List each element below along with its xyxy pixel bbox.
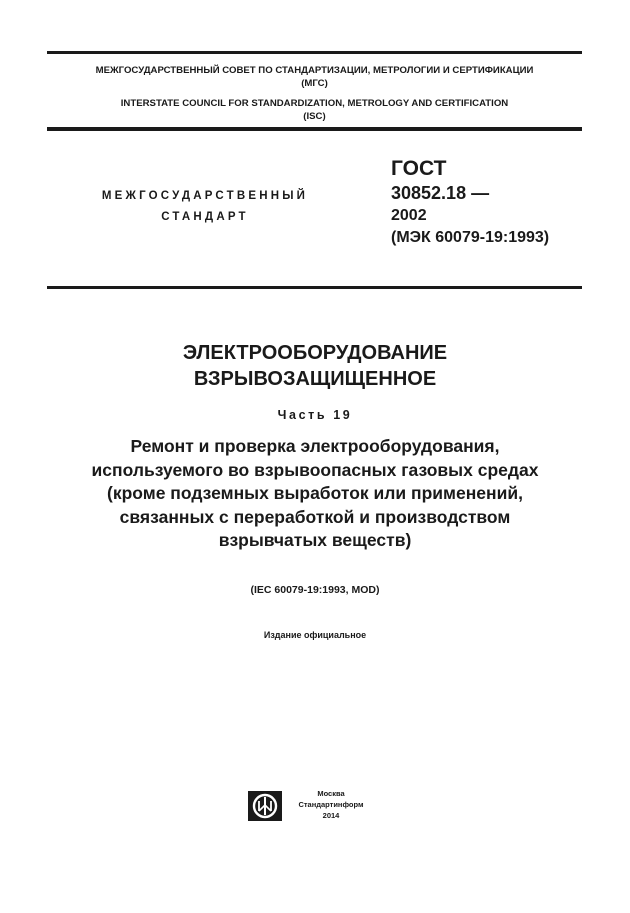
title-line2: ВЗРЫВОЗАЩИЩЕННОЕ: [193, 368, 437, 390]
title-rule: [47, 286, 582, 289]
council-abbr-en: (ISC): [303, 111, 326, 122]
iec-equivalent: (IEC 60079-19:1993, MOD): [250, 584, 380, 596]
designation-year: 2002: [391, 207, 427, 224]
subtitle-line: связанных с переработкой и производством: [119, 506, 511, 527]
council-name-en-text: INTERSTATE COUNCIL FOR STANDARDIZATION, METROLOGY AND CERTIFICATION: [120, 98, 509, 109]
subtitle-line: используемого во взрывоопасных газовых средах: [91, 459, 539, 480]
header-rule: [47, 127, 582, 131]
designation-iec-ref: (МЭК 60079-19:1993): [391, 229, 550, 246]
council-name-ru-text: МЕЖГОСУДАРСТВЕННЫЙ СОВЕТ ПО СТАНДАРТИЗАЦИИ, МЕТРОЛОГИИ И СЕРТИФИКАЦИИ: [95, 65, 534, 76]
part-label: Часть 19: [277, 408, 353, 422]
publisher-city: Москва: [317, 789, 345, 798]
standard-designation: [391, 158, 549, 246]
publisher-info: [284, 788, 378, 821]
council-name-ru: [47, 64, 582, 90]
subtitle-line: (кроме подземных выработок или применений,: [107, 483, 523, 503]
subtitle-line: взрывчатых веществ): [218, 530, 412, 550]
document-title: [0, 340, 630, 392]
council-abbr-ru: (МГС): [301, 78, 328, 89]
edition-note: Издание официальное: [263, 630, 367, 640]
publisher-year: 2014: [322, 811, 340, 820]
standartinform-logo-icon: [248, 791, 282, 821]
standard-type-line1: МЕЖГОСУДАРСТВЕННЫЙ: [101, 190, 309, 202]
designation-number: 30852.18 —: [391, 183, 490, 203]
top-rule: [47, 51, 582, 54]
subtitle-line: Ремонт и проверка электрооборудования,: [130, 436, 500, 456]
council-name-en: [47, 97, 582, 123]
designation-prefix: ГОСТ: [391, 157, 447, 180]
standard-type-line2: СТАНДАРТ: [161, 211, 249, 223]
title-line1: ЭЛЕКТРООБОРУДОВАНИЕ: [182, 342, 448, 364]
publisher-name: Стандартинформ: [298, 800, 364, 809]
document-subtitle: [40, 435, 590, 553]
standard-type: [60, 186, 350, 228]
